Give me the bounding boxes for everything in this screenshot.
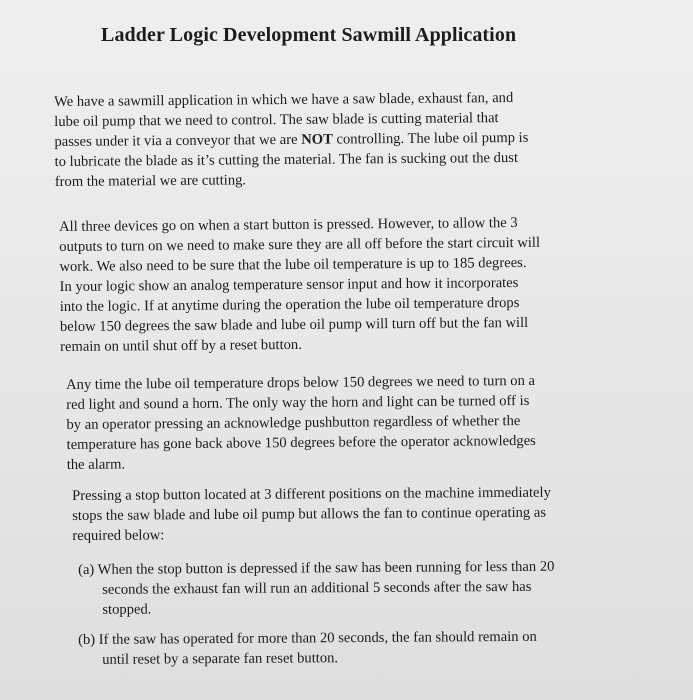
text-line: (b) If the saw has operated for more than 20 seconds, the fan should remain on bbox=[78, 628, 537, 648]
text-line: We have a sawmill application in which we have a saw blade, exhaust fan, and bbox=[54, 89, 514, 110]
text-line: into the logic. If at anytime during the operation the lube oil temperature drops bbox=[59, 294, 520, 315]
text-line: lube oil pump that we need to control. The saw blade is cutting material that bbox=[54, 110, 499, 130]
text-segment: passes under it via a conveyor that we are bbox=[54, 131, 302, 150]
text-line: Pressing a stop button located at 3 different positions on the machine immediately bbox=[72, 484, 551, 504]
text-line: the alarm. bbox=[66, 456, 126, 473]
emphasis-not: NOT bbox=[301, 131, 333, 148]
text-line: required below: bbox=[72, 527, 165, 544]
list-item-b bbox=[78, 627, 537, 670]
text-line: All three devices go on when a start button is pressed. However, to allow the 3 bbox=[59, 214, 518, 235]
text-line: In your logic show an analog temperature sensor input and how it incorporates bbox=[59, 274, 519, 295]
text-line: remain on until shut off by a reset button. bbox=[60, 336, 302, 355]
text-segment: controlling. The lube oil pump is bbox=[332, 129, 529, 148]
text-line: seconds the exhaust fan will run an additional 5 seconds after the saw has bbox=[102, 578, 532, 598]
text-line: until reset by a separate fan reset button. bbox=[102, 650, 339, 668]
text-line: to lubricate the blade as it’s cutting the material. The fan is sucking out the dust bbox=[54, 149, 519, 170]
page-title: Ladder Logic Development Sawmill Application bbox=[101, 24, 517, 46]
text-line: Any time the lube oil temperature drops below 150 degrees we need to turn on a bbox=[66, 372, 536, 393]
paragraph-start-logic bbox=[59, 213, 541, 357]
text-line: temperature has gone back above 150 degrees before the operator acknowledges bbox=[66, 432, 536, 453]
text-line: outputs to turn on we need to make sure they are all off before the start circuit will bbox=[59, 234, 541, 255]
text-line: from the material we are cutting. bbox=[54, 172, 247, 190]
text-line: by an operator pressing an acknowledge pushbutton regardless of whether the bbox=[66, 413, 521, 433]
text-line: red light and sound a horn. The only way the horn and light can be turned off is bbox=[66, 392, 530, 413]
paragraph-overview bbox=[54, 88, 529, 192]
paragraph-alarm bbox=[66, 371, 536, 475]
text-line: stops the saw blade and lube oil pump but allows the fan to continue operating as bbox=[72, 504, 547, 524]
text-line: stopped. bbox=[102, 601, 152, 618]
text-line: below 150 degrees the saw blade and lube oil pump will turn off but the fan will bbox=[59, 314, 529, 335]
list-item-a bbox=[78, 557, 555, 620]
text-line: (a) When the stop button is depressed if the saw has been running for less than 20 bbox=[78, 558, 555, 578]
text-line: work. We also need to be sure that the lube oil temperature is up to 185 degrees. bbox=[59, 254, 527, 275]
paragraph-stop bbox=[72, 483, 551, 546]
